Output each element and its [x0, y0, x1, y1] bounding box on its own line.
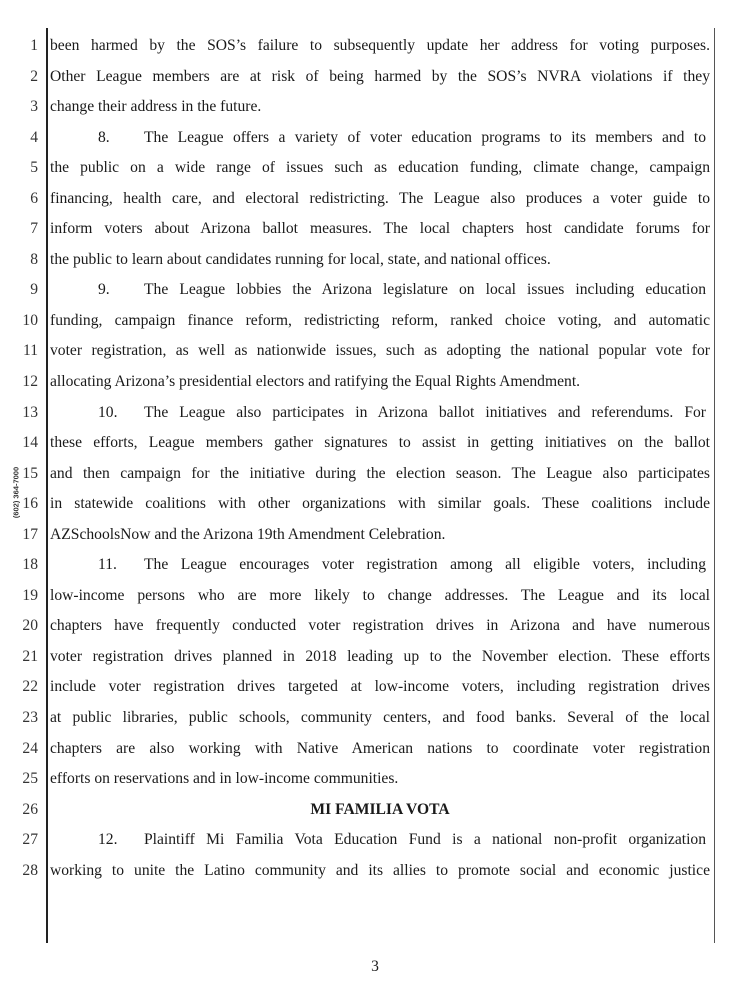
pleading-line [0, 764, 750, 795]
pleading-line [0, 550, 750, 581]
pleading-lines [0, 31, 750, 886]
pleading-line [0, 214, 750, 245]
line-number: 3 [30, 98, 38, 116]
line-text: in statewide coalitions with other organizations with similar goals. These coalitions include [50, 495, 710, 513]
line-number: 21 [22, 647, 38, 665]
line-text: chapters are also working with Native American nations to coordinate voter registration [50, 739, 710, 757]
pleading-line [0, 153, 750, 184]
line-number: 26 [22, 800, 38, 818]
paragraph-start-line [50, 825, 710, 856]
line-text: the public on a wide range of issues such as education funding, climate change, campaign [50, 159, 710, 177]
line-number: 16 [22, 495, 38, 513]
paragraph-number: 11. [98, 556, 117, 574]
line-text: The League lobbies the Arizona legislature on local issues including education [144, 281, 706, 299]
line-text: inform voters about Arizona ballot measures. The local chapters host candidate forums for [50, 220, 710, 238]
pleading-line [0, 367, 750, 398]
line-number: 25 [22, 770, 38, 788]
pleading-line [0, 275, 750, 306]
line-number: 7 [30, 220, 38, 238]
line-text: been harmed by the SOS’s failure to subsequently update her address for voting purposes. [50, 37, 710, 54]
line-text: Other League members are at risk of being harmed by the SOS’s NVRA violations if they [50, 67, 710, 85]
pleading-line [0, 825, 750, 856]
line-number: 15 [22, 464, 38, 482]
line-number: 18 [22, 556, 38, 574]
side-phone-label: (602) 364-7000 [11, 466, 21, 519]
pleading-line [0, 184, 750, 215]
line-text: these efforts, League members gather signatures to assist in getting initiatives on the ballot [50, 434, 710, 452]
line-number: 1 [30, 37, 38, 54]
pleading-line [0, 428, 750, 459]
paragraph-start-line [50, 275, 710, 306]
line-number: 27 [22, 831, 38, 849]
line-number: 19 [22, 586, 38, 604]
pleading-line [0, 123, 750, 154]
pleading-line [0, 581, 750, 612]
line-text: The League also participates in Arizona ballot initiatives and referendums. For [144, 403, 706, 421]
line-number: 4 [30, 128, 38, 146]
paragraph-number: 9. [98, 281, 110, 299]
pleading-line [0, 489, 750, 520]
line-number: 12 [22, 373, 38, 391]
line-text: at public libraries, public schools, community centers, and food banks. Several of the local [50, 709, 710, 727]
line-text: efforts on reservations and in low-income communities. [50, 770, 399, 788]
line-number: 24 [22, 739, 38, 757]
line-number: 17 [22, 525, 38, 543]
pleading-line [0, 245, 750, 276]
pleading-line [0, 703, 750, 734]
line-number: 11 [22, 342, 38, 360]
line-number: 10 [22, 311, 38, 329]
paragraph-start-line [50, 398, 710, 429]
pleading-line [0, 459, 750, 490]
line-number: 8 [30, 250, 38, 268]
line-text: financing, health care, and electoral redistricting. The League also produces a voter guide to [50, 189, 710, 207]
line-text: include voter registration drives targeted at low-income voters, including registration drives [50, 678, 710, 696]
line-number: 5 [30, 159, 38, 177]
pleading-line [0, 734, 750, 765]
section-heading: MI FAMILIA VOTA [310, 800, 450, 818]
line-number: 23 [22, 709, 38, 727]
line-text: The League encourages voter registration among all eligible voters, including [144, 556, 706, 574]
pleading-line [0, 520, 750, 551]
pleading-line [0, 336, 750, 367]
line-text: The League offers a variety of voter education programs to its members and to [144, 128, 706, 146]
line-text: working to unite the Latino community and its allies to promote social and economic justice [50, 861, 710, 879]
pleading-line [0, 306, 750, 337]
line-number: 14 [22, 434, 38, 452]
paragraph-number: 8. [98, 128, 110, 146]
line-number: 9 [30, 281, 38, 299]
pleading-line [0, 31, 750, 62]
line-number: 22 [22, 678, 38, 696]
pleading-line [0, 795, 750, 826]
line-text: low-income persons who are more likely to change addresses. The League and its local [50, 586, 710, 604]
line-text: change their address in the future. [50, 98, 262, 116]
page-number: 3 [371, 958, 379, 975]
pleading-line [0, 62, 750, 93]
line-text: voter registration, as well as nationwide issues, such as adopting the national popular vote for [50, 342, 710, 360]
line-number: 6 [30, 189, 38, 207]
pleading-line [0, 856, 750, 887]
line-text: funding, campaign finance reform, redistricting reform, ranked choice voting, and automatic [50, 311, 710, 329]
paragraph-number: 10. [98, 403, 118, 421]
pleading-line [0, 398, 750, 429]
line-text: chapters have frequently conducted voter registration drives in Arizona and have numerous [50, 617, 710, 635]
paragraph-start-line [50, 123, 710, 154]
paragraph-number: 12. [98, 831, 118, 849]
pleading-line [0, 672, 750, 703]
line-number: 28 [22, 861, 38, 879]
paragraph-start-line [50, 550, 710, 581]
line-number: 20 [22, 617, 38, 635]
line-text: allocating Arizona’s presidential electors and ratifying the Equal Rights Amendment. [50, 373, 581, 391]
line-text: AZSchoolsNow and the Arizona 19th Amendment Celebration. [50, 525, 446, 543]
line-text: and then campaign for the initiative during the election season. The League also participates [50, 464, 710, 482]
line-text: the public to learn about candidates running for local, state, and national offices. [50, 250, 551, 268]
line-text: Plaintiff Mi Familia Vota Education Fund is a national non-profit organization [144, 831, 706, 849]
pleading-line [0, 92, 750, 123]
line-number: 13 [22, 403, 38, 421]
line-text: voter registration drives planned in 2018 leading up to the November election. These efforts [50, 647, 710, 665]
pleading-line [0, 611, 750, 642]
pleading-line [0, 642, 750, 673]
line-number: 2 [30, 67, 38, 85]
